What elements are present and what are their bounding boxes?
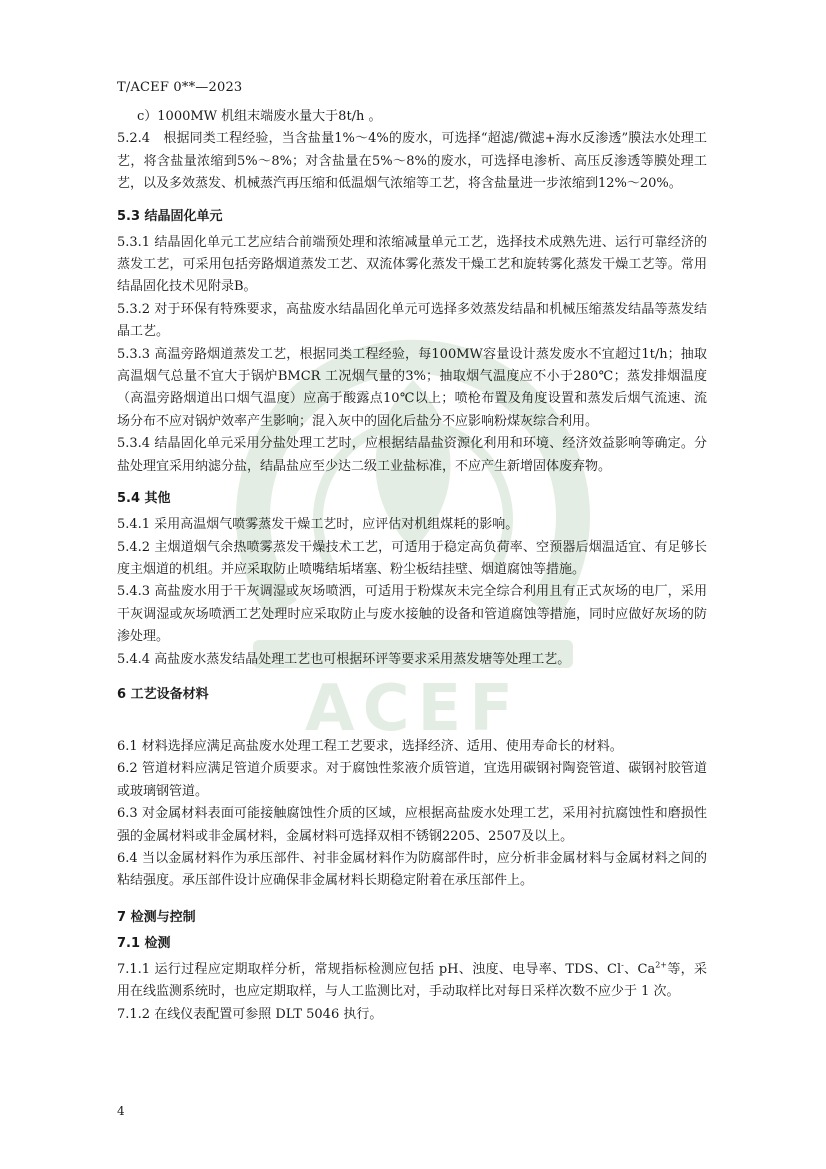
clause-5-3-3: 5.3.3 高温旁路烟道蒸发工艺，根据同类工程经验，每100MW容量设计蒸发废水不宜超过1t/h；抽取高温烟气总量不宜大于锅炉BMCR 工况烟气量的3%；抽取烟气温度应不小于280℃；蒸发排烟温度（高温旁路烟道出口烟气温度）应高于酸露点10℃以上；喷枪布置及角度设置和蒸发后烟气流速、流场分布不应对锅炉效率产生影响；混入灰中的固化后盐分不应影响粉煤灰综合利用。 bbox=[117, 346, 707, 429]
clause-5-3-2: 5.3.2 对于环保有特殊要求，高盐废水结晶固化单元可选择多效蒸发结晶和机械压缩蒸发结晶等蒸发结晶工艺。 bbox=[117, 301, 707, 340]
clause-5-4-2: 5.4.2 主烟道烟气余热喷雾蒸发干燥技术工艺，可适用于稳定高负荷率、空预器后烟温适宜、有足够长度主烟道的机组。并应采取防止喷嘴结垢堵塞、粉尘板结挂壁、烟道腐蚀等措施。 bbox=[117, 539, 707, 577]
watermark-acef-text: ACEF bbox=[305, 672, 521, 740]
clause-5-2-4: 5.2.4 根据同类工程经验，当含盐量1%～4%的废水，可选择“超滤/微滤+海水反渗透”膜法水处理工艺，将含盐量浓缩到5%～8%；对含盐量在5%～8%的废水，可选择电渗析、高压反渗透等膜处理工艺，以及多效蒸发、机械蒸汽再压缩和低温烟气浓缩等工艺，将含盐量进一步浓缩到12%～20%。 bbox=[117, 131, 707, 192]
section-heading-5-3: 5.3 结晶固化单元 bbox=[117, 208, 223, 224]
section-heading-5-4: 5.4 其他 bbox=[117, 491, 171, 507]
clause-6-2: 6.2 管道材料应满足管道介质要求。对于腐蚀性浆液介质管道，宜选用碳钢衬陶瓷管道、碳钢衬胶管道或玻璃钢管道。 bbox=[117, 761, 707, 799]
clause-7-1-2: 7.1.2 在线仪表配置可参照 DLT 5046 执行。 bbox=[117, 1006, 383, 1022]
clause-7-1-1-text-b: 、Ca bbox=[623, 961, 656, 977]
page-number: 4 bbox=[117, 1104, 125, 1118]
clause-7-1-1 bbox=[117, 959, 707, 1004]
clause-7-1-1-text-a: 7.1.1 运行过程应定期取样分析，常规指标检测应包括 pH、浊度、电导率、TDS、Cl bbox=[117, 961, 622, 977]
document-header-code: T/ACEF 0**—2023 bbox=[117, 80, 243, 95]
chapter-heading-6: 6 工艺设备材料 bbox=[117, 686, 209, 702]
clause-5-3-1: 5.3.1 结晶固化单元工艺应结合前端预处理和浓缩减量单元工艺，选择技术成熟先进、运行可靠经济的蒸发工艺，可采用包括旁路烟道蒸发工艺、双流体雾化蒸发干燥工艺和旋转雾化蒸发干燥工艺等。常用结晶固化技术见附录B。 bbox=[117, 234, 707, 295]
chloride-ion-superscript: - bbox=[621, 960, 624, 970]
clause-5-4-4: 5.4.4 高盐废水蒸发结晶处理工艺也可根据环评等要求采用蒸发塘等处理工艺。 bbox=[117, 651, 571, 667]
clause-5-4-3: 5.4.3 高盐废水用于干灰调湿或灰场喷洒，可适用于粉煤灰未完全综合利用且有正式灰场的电厂，采用干灰调湿或灰场喷洒工艺处理时应采取防止与废水接触的设备和管道腐蚀等措施，同时应做好灰场的防渗处理。 bbox=[117, 584, 707, 645]
clause-6-4: 6.4 当以金属材料作为承压部件、衬非金属材料作为防腐部件时，应分析非金属材料与金属材料之间的粘结强度。承压部件设计应确保非金属材料长期稳定附着在承压部件上。 bbox=[117, 850, 707, 889]
calcium-ion-superscript: 2+ bbox=[655, 960, 668, 970]
clause-5-4-1: 5.4.1 采用高温烟气喷雾蒸发干燥工艺时，应评估对机组煤耗的影响。 bbox=[117, 517, 519, 533]
chapter-heading-7: 7 检测与控制 bbox=[117, 909, 196, 925]
document-body bbox=[117, 106, 707, 1026]
clause-6-1: 6.1 材料选择应满足高盐废水处理工程工艺要求，选择经济、适用、使用寿命长的材料。 bbox=[117, 738, 623, 754]
clause-7-1-1-text-c: 等，采用在线监测系统时，也应定期取样，与人工监测比对，手动取样比对每日采样次数不应少于 1 次。 bbox=[117, 961, 707, 1000]
list-item-c: c）1000MW 机组末端废水量大于8t/h 。 bbox=[137, 109, 382, 124]
clause-5-3-4: 5.3.4 结晶固化单元采用分盐处理工艺时，应根据结晶盐资源化利用和环境、经济效益影响等确定。分盐处理宜采用纳滤分盐，结晶盐应至少达二级工业盐标准，不应产生新增固体废弃物。 bbox=[117, 436, 707, 474]
clause-6-3: 6.3 对金属材料表面可能接触腐蚀性介质的区域，应根据高盐废水处理工艺，采用衬抗腐蚀性和磨损性强的金属材料或非金属材料，金属材料可选择双相不锈钢2205、2507及以上。 bbox=[117, 806, 707, 844]
section-heading-7-1: 7.1 检测 bbox=[117, 935, 171, 951]
